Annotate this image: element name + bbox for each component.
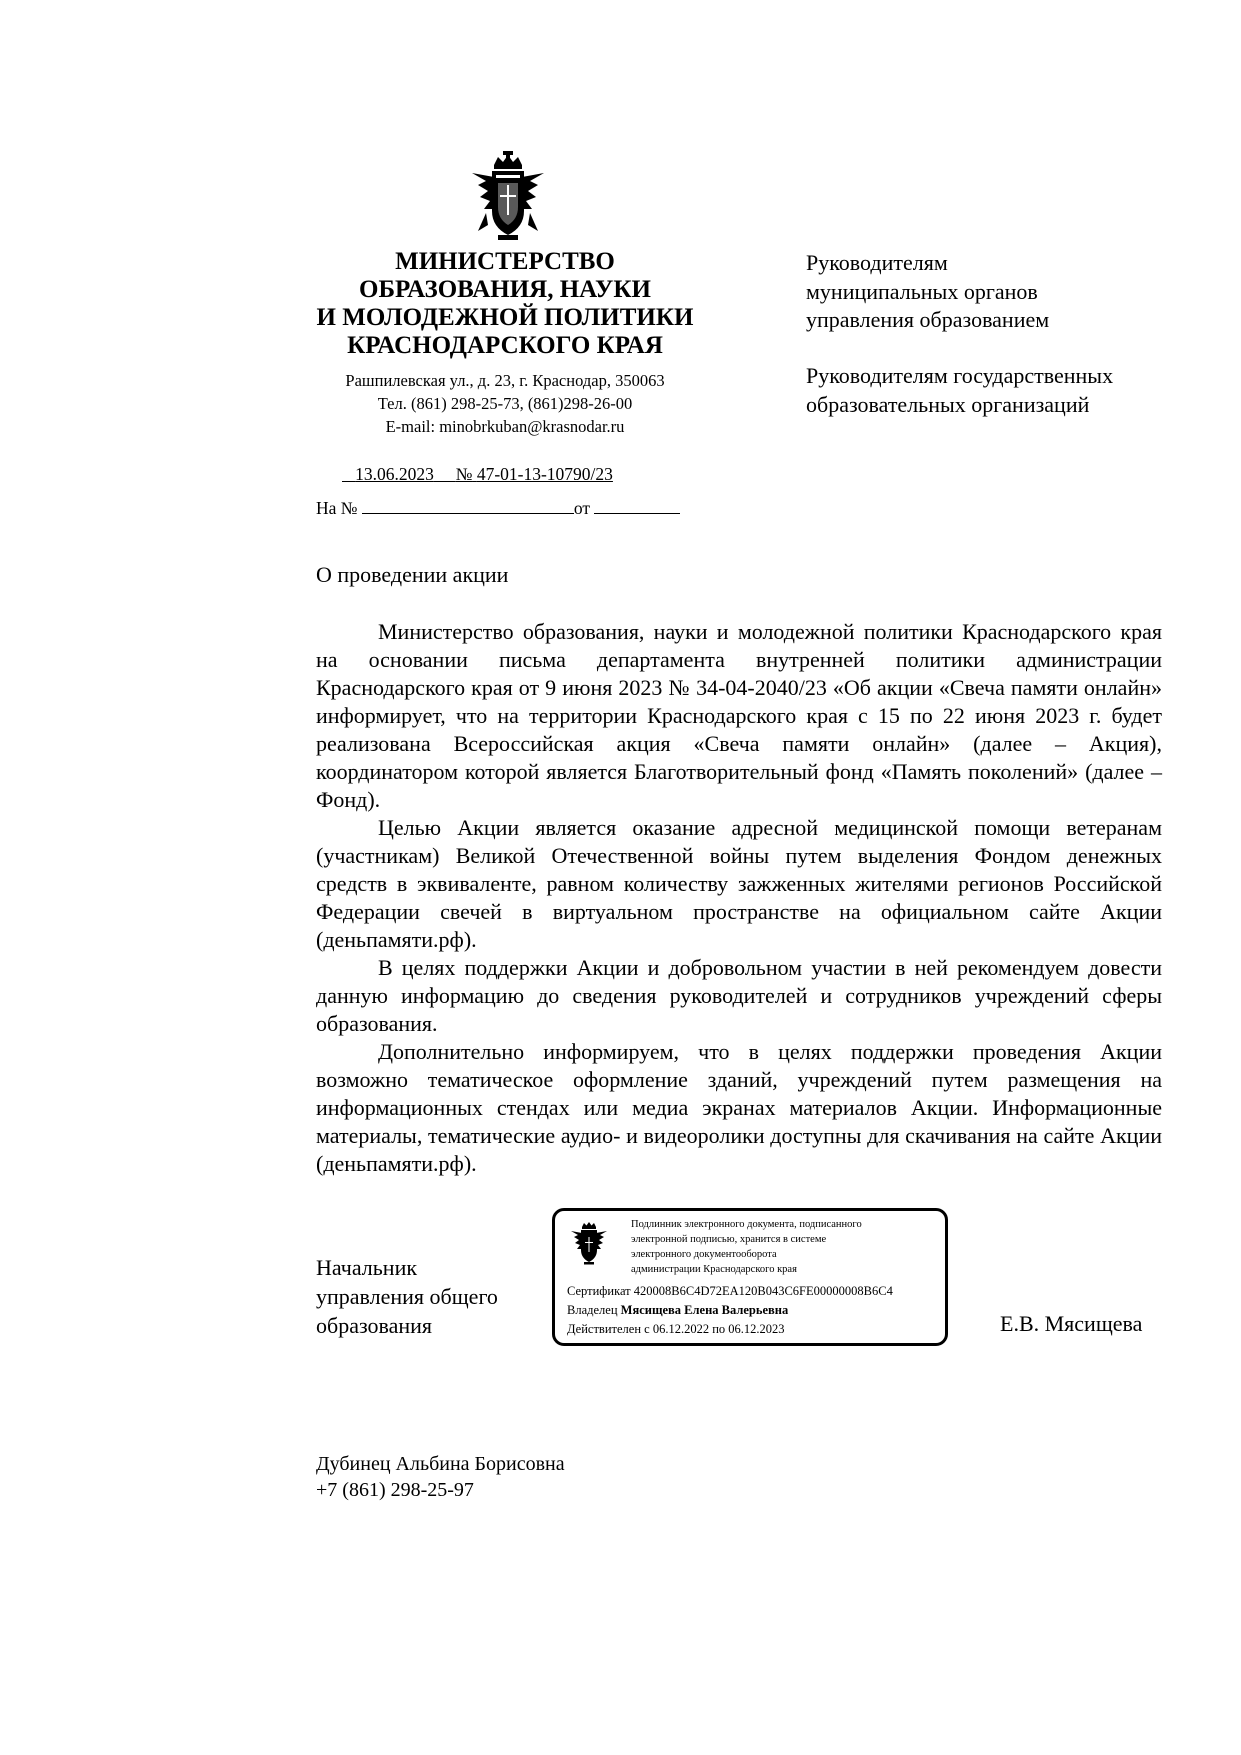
performer-name: Дубинец Альбина Борисовна [316, 1453, 565, 1475]
stamp-coat-of-arms-icon [569, 1219, 609, 1267]
certificate-value: 420008B6C4D72EA120B043C6FE00000008B6C4 [633, 1284, 893, 1298]
body-paragraph: Целью Акции является оказание адресной медицинской помощи ветеранам (участникам) Великой Отечественной войны путем выделения Фондом денежных средств в эквиваленте, равном количеству зажженных жителями регионов Российской Федерации свечей в виртуальном пространстве на официальном сайте Акции (деньпамяти.рф). [316, 815, 1162, 952]
performer-contact [316, 1451, 565, 1503]
reference-label: На № [316, 498, 358, 518]
performer-phone: +7 (861) 298-25-97 [316, 1479, 474, 1501]
stamp-owner [567, 1302, 788, 1318]
addressee-line: управления образованием [806, 307, 1050, 332]
signer-name: Е.В. Мясищева [1000, 1311, 1143, 1336]
electronic-signature-stamp [552, 1208, 948, 1346]
stamp-certificate [567, 1283, 893, 1299]
owner-value: Мясищева Елена Валерьевна [620, 1303, 789, 1317]
body-paragraph: В целях поддержки Акции и добровольном участии в ней рекомендуем довести данную информацию до сведения руководителей и сотрудников учреждений сферы образования. [316, 955, 1162, 1036]
stamp-note-line: электронной подписью, хранится в системе [631, 1234, 827, 1245]
letter-subject: О проведении акции [316, 562, 509, 587]
stamp-note-line: Подлинник электронного документа, подписанного [631, 1219, 862, 1230]
org-title-line: И МОЛОДЕЖНОЙ ПОЛИТИКИ [316, 304, 694, 331]
reference-from-label: от [573, 498, 591, 518]
stamp-note-line: электронного документооборота [631, 1249, 777, 1260]
body-paragraph: Дополнительно информируем, что в целях поддержки проведения Акции возможно тематическое оформление зданий, учреждений путем размещения на информационных стендах или медиа экранах материалов Акции. Информационные материалы, тематические аудио- и видеоролики доступны для скачивания на сайте Акции (деньпамяти.рф). [316, 1039, 1162, 1176]
addressee-line: Руководителям [806, 250, 948, 275]
validity-from: 06.12.2022 [652, 1322, 710, 1336]
addressee-line: муниципальных органов [806, 278, 1038, 304]
position-line: образования [316, 1313, 433, 1338]
stamp-note [631, 1217, 931, 1277]
registration-date: 13.06.2023 [355, 464, 434, 484]
org-title-line: МИНИСТЕРСТВО [395, 248, 615, 275]
organization-title [308, 248, 702, 360]
stamp-note-line: администрации Краснодарского края [631, 1264, 797, 1275]
stamp-validity [567, 1321, 785, 1337]
position-line: Начальник [316, 1255, 418, 1280]
reference-date-blank [594, 495, 680, 514]
addressee-line: образовательных организаций [806, 391, 1090, 417]
org-email: E-mail: minobrkuban@krasnodar.ru [385, 417, 625, 436]
validity-label: Действителен с [567, 1322, 650, 1336]
body-paragraph: Министерство образования, науки и молодежной политики Краснодарского края на основании письма департамента внутренней политики администрации Краснодарского края от 9 июня 2023 № 34-04-2040/23 «Об акции «Свеча памяти онлайн» информирует, что на территории Краснодарского края с 15 по 22 июня 2023 г. будет реализована Всероссийская акция «Свеча памяти онлайн» (далее – Акция), координатором которой является Благотворительный фонд «Память поколений» (далее – Фонд). [316, 619, 1162, 812]
registration-number: № 47-01-13-10790/23 [455, 464, 613, 484]
registration-line [342, 464, 613, 485]
org-address: Рашпилевская ул., д. 23, г. Краснодар, 350063 [345, 371, 665, 390]
owner-label: Владелец [567, 1303, 618, 1317]
coat-of-arms-icon [468, 151, 548, 243]
org-contacts [308, 369, 702, 438]
reference-line [316, 495, 680, 519]
reference-number-blank [362, 495, 574, 514]
org-title-line: ОБРАЗОВАНИЯ, НАУКИ [359, 276, 651, 303]
addressee-block-state [806, 362, 1186, 419]
letter-body [316, 618, 1162, 1178]
signatory-position [316, 1253, 498, 1340]
org-phone: Тел. (861) 298-25-73, (861)298-26-00 [377, 394, 633, 413]
addressee-line: Руководителям государственных [806, 363, 1114, 388]
position-line: управления общего [316, 1284, 498, 1309]
certificate-label: Сертификат [567, 1284, 631, 1298]
validity-to: 06.12.2023 [728, 1322, 785, 1336]
validity-to-label: по [712, 1322, 726, 1336]
addressee-block-municipal [806, 249, 1186, 335]
org-title-line: КРАСНОДАРСКОГО КРАЯ [347, 332, 663, 359]
